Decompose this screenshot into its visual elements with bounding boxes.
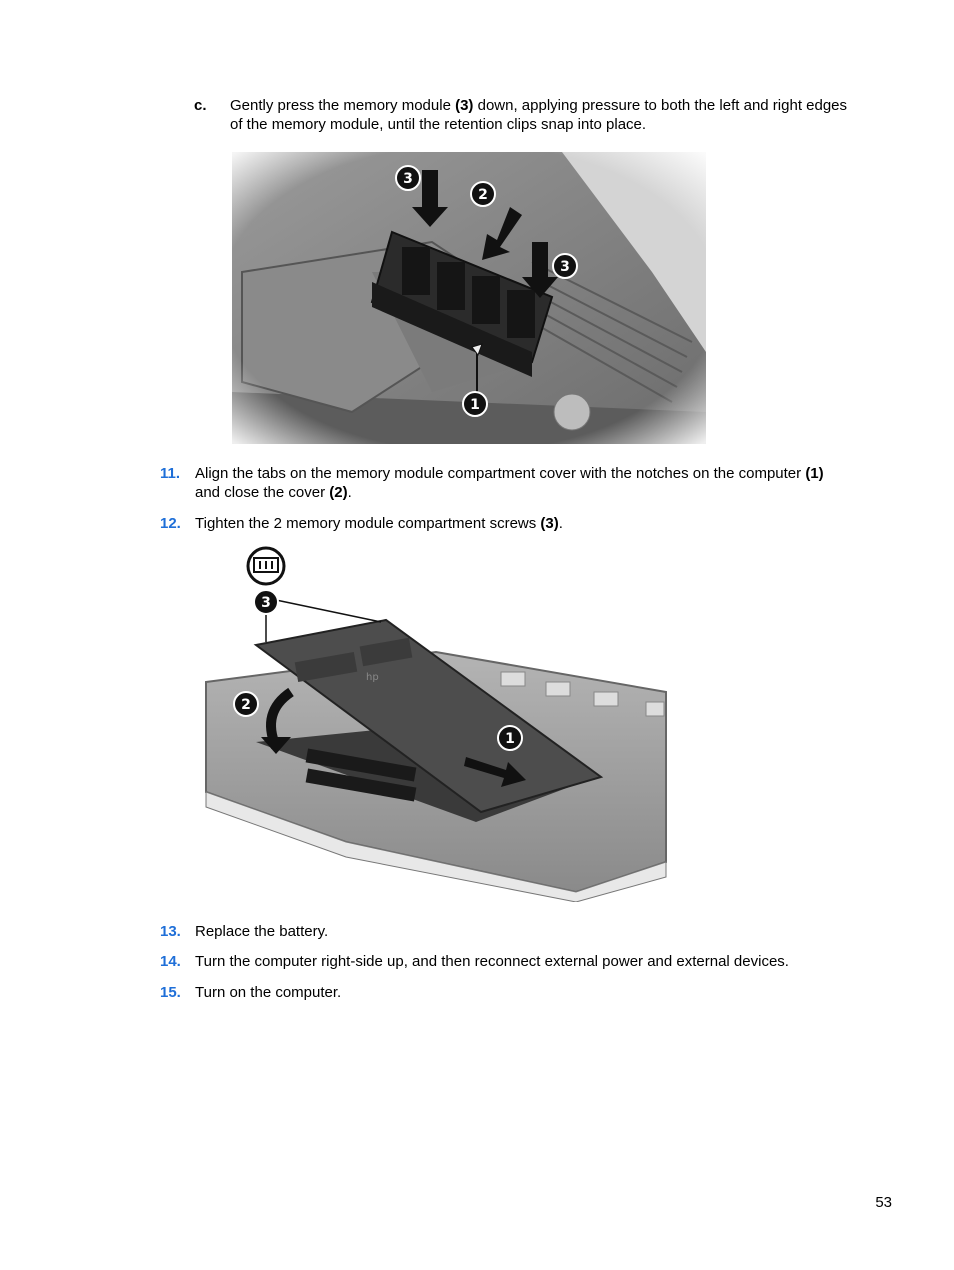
step-11-number: 11. — [160, 465, 181, 482]
step-15-text: Turn on the computer. — [195, 984, 342, 1001]
step-11-line1: Align the tabs on the memory module compartment cover with the notches on the computer (1) — [195, 465, 824, 482]
step-11-line2: and close the cover (2). — [195, 484, 352, 501]
step-11-text — [195, 464, 895, 502]
step-15-number: 15. — [160, 984, 181, 1001]
step-c-text — [230, 96, 910, 134]
step-c-letter: c. — [194, 97, 207, 114]
callout-1: 1 — [505, 731, 515, 747]
step-12-number: 12. — [160, 515, 181, 532]
step-13-number: 13. — [160, 923, 181, 940]
step-13-text: Replace the battery. — [195, 923, 329, 940]
figure-compartment-cover — [196, 542, 672, 902]
step-14-number: 14. — [160, 953, 181, 970]
step-12-text: Tighten the 2 memory module compartment screws (3). — [195, 515, 563, 532]
page-number: 53 — [875, 1194, 892, 1211]
callout-3: 3 — [261, 595, 271, 611]
step-c-line2: of the memory module, until the retention clips snap into place. — [230, 116, 647, 133]
step-c-line1: Gently press the memory module (3) down, applying pressure to both the left and right edges — [230, 97, 848, 114]
callout-2: 2 — [241, 697, 251, 713]
figure-memory-module-insert — [232, 152, 706, 444]
svg-text:hp: hp — [366, 672, 379, 683]
step-14-text: Turn the computer right-side up, and then reconnect external power and external devices. — [195, 953, 789, 970]
